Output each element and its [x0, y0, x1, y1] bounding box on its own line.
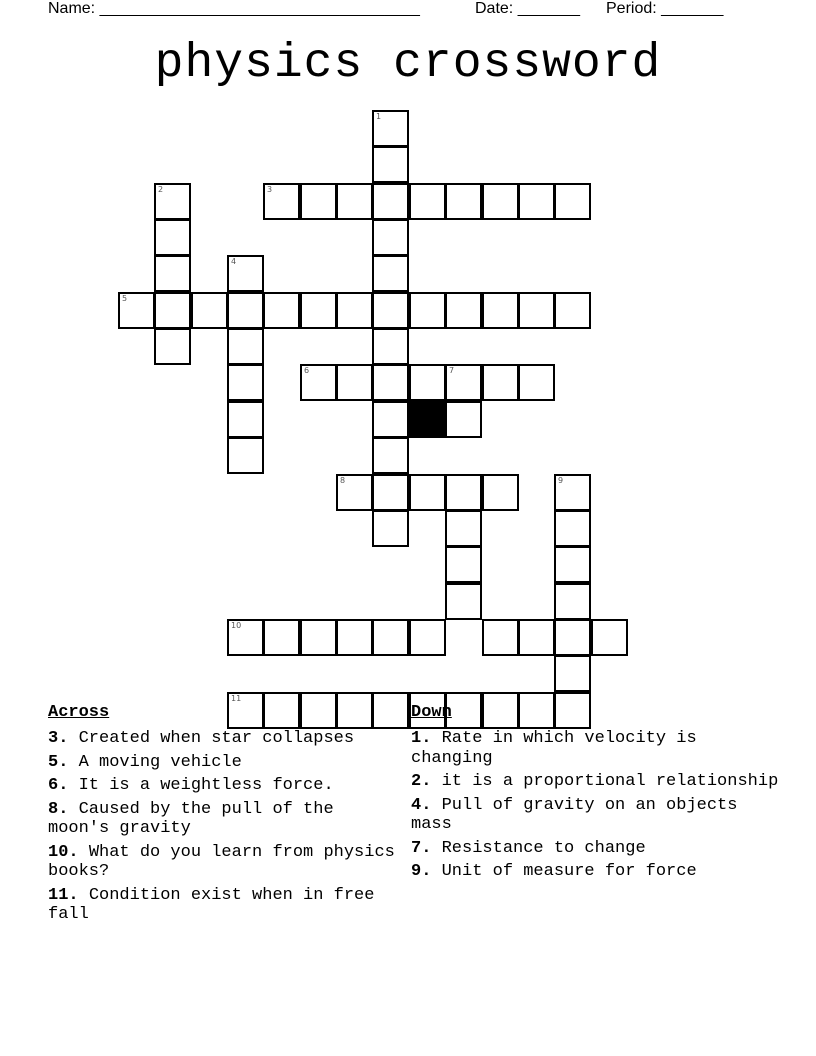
clue-number: 3 [267, 185, 273, 194]
grid-cell[interactable] [372, 219, 409, 256]
clue-text: it is a proportional relationship [441, 772, 779, 791]
across-clue [48, 753, 398, 773]
grid-cell[interactable] [409, 183, 446, 220]
grid-cell[interactable] [372, 146, 409, 183]
grid-cell[interactable] [263, 292, 300, 329]
clue-number: 7 [449, 366, 455, 375]
date-field[interactable]: Date: _______ [475, 0, 580, 17]
grid-cell[interactable] [445, 583, 482, 620]
grid-cell[interactable] [409, 619, 446, 656]
grid-cell[interactable] [518, 183, 555, 220]
black-cell [409, 401, 446, 438]
grid-cell[interactable] [154, 255, 191, 292]
grid-cell[interactable] [482, 364, 519, 401]
grid-cell[interactable] [227, 437, 264, 474]
clue-text: Unit of measure for force [441, 862, 697, 881]
clue-num: 9. [411, 862, 432, 881]
grid-cell[interactable] [336, 619, 373, 656]
grid-cell[interactable] [445, 401, 482, 438]
clue-num: 10. [48, 842, 79, 862]
clue-number: 2 [158, 185, 164, 194]
clue-number: 10 [231, 621, 242, 630]
grid-cell[interactable] [372, 292, 409, 329]
grid-cell[interactable] [482, 619, 519, 656]
grid-cell[interactable] [154, 183, 191, 220]
grid-cell[interactable] [554, 546, 591, 583]
grid-cell[interactable] [300, 619, 337, 656]
clue-number: 4 [231, 257, 237, 266]
grid-cell[interactable] [445, 546, 482, 583]
grid-cell[interactable] [554, 510, 591, 547]
grid-cell[interactable] [372, 401, 409, 438]
down-clues [411, 703, 781, 886]
clue-text: Caused by the pull of the moon's gravity [48, 799, 334, 838]
grid-cell[interactable] [372, 437, 409, 474]
down-clue [411, 862, 781, 882]
across-clue [48, 729, 398, 749]
grid-cell[interactable] [372, 364, 409, 401]
page-title: physics crossword [154, 37, 662, 91]
grid-cell[interactable] [336, 474, 373, 511]
grid-cell[interactable] [372, 110, 409, 147]
clue-number: 5 [122, 294, 128, 303]
clue-number: 6 [304, 366, 310, 375]
grid-cell[interactable] [554, 619, 591, 656]
clue-num: 8. [48, 799, 69, 819]
clue-number: 8 [340, 476, 346, 485]
grid-cell[interactable] [154, 328, 191, 365]
grid-cell[interactable] [445, 474, 482, 511]
down-heading: Down [411, 703, 452, 722]
grid-cell[interactable] [300, 292, 337, 329]
clue-num: 7. [411, 838, 432, 858]
across-clue [48, 776, 398, 796]
grid-cell[interactable] [372, 510, 409, 547]
grid-cell[interactable] [482, 292, 519, 329]
grid-cell[interactable] [554, 183, 591, 220]
clue-num: 4. [411, 795, 432, 815]
grid-cell[interactable] [227, 401, 264, 438]
grid-cell[interactable] [336, 183, 373, 220]
grid-cell[interactable] [227, 328, 264, 365]
clue-text: Resistance to change [441, 838, 646, 858]
grid-cell[interactable] [554, 583, 591, 620]
clue-num: 1. [411, 729, 432, 748]
grid-cell[interactable] [554, 474, 591, 511]
clue-text: Created when star collapses [78, 729, 355, 748]
across-clue [48, 843, 398, 882]
across-clue [48, 800, 398, 839]
grid-cell[interactable] [227, 619, 264, 656]
grid-cell[interactable] [409, 364, 446, 401]
grid-cell[interactable] [118, 292, 155, 329]
clue-number: 11 [231, 694, 242, 703]
grid-cell[interactable] [372, 619, 409, 656]
grid-cell[interactable] [191, 292, 228, 329]
clue-number: 1 [376, 112, 382, 121]
clue-num: 11. [48, 885, 79, 905]
down-clue [411, 772, 781, 792]
grid-cell[interactable] [154, 219, 191, 256]
grid-cell[interactable] [518, 619, 555, 656]
clue-num: 3. [48, 729, 69, 748]
clue-text: A moving vehicle [78, 752, 242, 772]
grid-cell[interactable] [263, 619, 300, 656]
clue-text: What do you learn from physics books? [48, 842, 395, 881]
grid-cell[interactable] [372, 183, 409, 220]
grid-cell[interactable] [263, 183, 300, 220]
grid-cell[interactable] [482, 474, 519, 511]
grid-cell[interactable] [372, 255, 409, 292]
grid-cell[interactable] [445, 510, 482, 547]
across-clue [48, 886, 398, 925]
grid-cell[interactable] [554, 292, 591, 329]
clue-text: Rate in which velocity is changing [411, 729, 697, 768]
grid-cell[interactable] [409, 292, 446, 329]
grid-cell[interactable] [227, 292, 264, 329]
across-clues [48, 703, 398, 929]
grid-cell[interactable] [154, 292, 191, 329]
grid-cell[interactable] [227, 364, 264, 401]
grid-cell[interactable] [518, 364, 555, 401]
grid-cell[interactable] [445, 292, 482, 329]
clue-num: 5. [48, 752, 69, 772]
grid-cell[interactable] [409, 474, 446, 511]
clue-text: Pull of gravity on an objects mass [411, 795, 738, 834]
clue-number: 9 [558, 476, 564, 485]
clue-text: Condition exist when in free fall [48, 885, 375, 924]
grid-cell[interactable] [372, 474, 409, 511]
grid-cell[interactable] [300, 364, 337, 401]
grid-cell[interactable] [372, 328, 409, 365]
grid-cell[interactable] [336, 292, 373, 329]
grid-cell[interactable] [445, 364, 482, 401]
grid-cell[interactable] [591, 619, 628, 656]
down-clue [411, 796, 781, 835]
grid-cell[interactable] [300, 183, 337, 220]
grid-cell[interactable] [227, 255, 264, 292]
period-field[interactable]: Period: _______ [606, 0, 724, 17]
grid-cell[interactable] [554, 655, 591, 692]
down-clue [411, 729, 781, 768]
clue-num: 6. [48, 776, 69, 795]
grid-cell[interactable] [445, 183, 482, 220]
across-heading: Across [48, 703, 110, 722]
down-clue [411, 839, 781, 859]
clue-text: It is a weightless force. [78, 776, 334, 795]
grid-cell[interactable] [336, 364, 373, 401]
clue-num: 2. [411, 772, 432, 791]
grid-cell[interactable] [518, 292, 555, 329]
grid-cell[interactable] [482, 183, 519, 220]
name-field[interactable]: Name: ____________________________________ [48, 0, 420, 17]
